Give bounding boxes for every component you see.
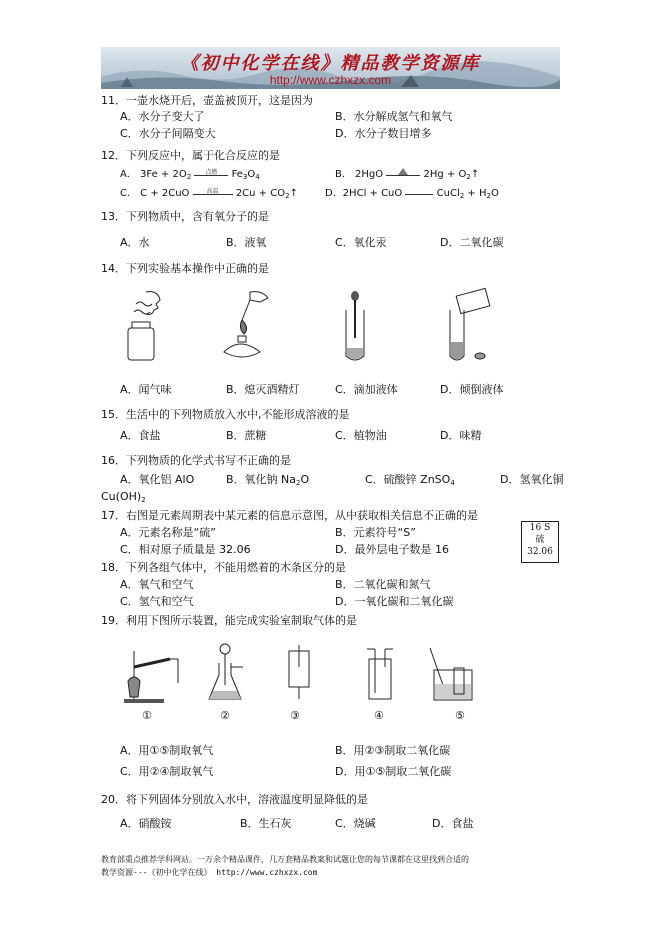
q13-option-a: A．水 <box>120 236 150 249</box>
apparatus-label-1: ① <box>142 709 152 722</box>
q14-option-c: C．滴加液体 <box>335 383 398 396</box>
q19-option-a: A．用①⑤制取氧气 <box>120 744 214 757</box>
q18-option-a: A．氧气和空气 <box>120 578 194 591</box>
q20-stem: 20．将下列固体分别放入水中，溶液温度明显降低的是 <box>101 793 368 806</box>
element-mass: 32.06 <box>527 547 553 557</box>
q15-option-d: D．味精 <box>440 429 482 442</box>
q13-stem: 13．下列物质中，含有氧分子的是 <box>101 210 269 223</box>
q12-option-c: C． C + 2CuO 高温 $2Cu + CO_2↑$ <box>120 188 298 200</box>
alcohol-lamp-illustration <box>220 290 275 362</box>
element-name: 硫 <box>535 535 545 545</box>
q12-option-d: D．2HCl + CuO CuCl$_2$ + $H_2O$ <box>325 188 499 200</box>
q18-option-c: C．氢气和空气 <box>120 595 194 608</box>
dropper-illustration <box>340 290 370 365</box>
water-trough-apparatus-5 <box>428 648 478 704</box>
element-number-symbol: 16 S <box>529 523 551 533</box>
q16-option-c: C．硫酸锌 ZnSO$_4$ <box>365 473 455 487</box>
q13-option-c: C．氧化汞 <box>335 236 387 249</box>
header-banner <box>101 47 560 89</box>
q17-option-a: A．元素名称是“硫” <box>120 526 216 539</box>
footer-line-1: 教育部重点推荐学科网站。一万余个精品课件，几万套精品教案和试题让您的每节课都在这里找到合适的 <box>101 855 469 864</box>
q16-option-d-formula: $Cu(OH)_2$ <box>101 490 146 504</box>
q14-option-b: B．熄灭酒精灯 <box>226 383 300 396</box>
q12-option-b: B． 2HgO $2Hg + O_2↑$ <box>335 169 480 181</box>
reaction-condition-arrow: 点燃 <box>194 169 228 179</box>
q17-option-c: C．相对原子质量是 32.06 <box>120 543 251 556</box>
q11-option-d: D．水分子数目增多 <box>335 127 432 140</box>
apparatus-label-2: ② <box>220 709 230 722</box>
q13-option-b: B．液氧 <box>226 236 267 249</box>
apparatus-label-3: ③ <box>290 709 300 722</box>
q17-stem: 17．右图是元素周期表中某元素的信息示意图，从中获取相关信息不正确的是 <box>101 509 478 522</box>
q14-option-d: D．倾倒液体 <box>440 383 504 396</box>
q20-option-a: A．硝酸铵 <box>120 817 172 830</box>
q20-option-d: D．食盐 <box>432 817 474 830</box>
high-temp-condition-arrow: 高温 <box>193 188 233 198</box>
q11-option-b: B．水分解成氢气和氧气 <box>335 110 453 123</box>
q19-option-b: B．用②③制取二氧化碳 <box>335 744 451 757</box>
q17-option-b: B．元素符号“S” <box>335 526 416 539</box>
q16-option-a: A．氧化铝 AlO <box>120 473 195 486</box>
q17-option-d: D．最外层电子数是 16 <box>335 543 449 556</box>
heating-apparatus-1 <box>120 643 180 705</box>
q14-option-a: A．闻气味 <box>120 383 172 396</box>
footer-line-2[interactable]: 教学资源---《初中化学在线》 http://www.czhxzx.com <box>101 868 318 877</box>
banner-url[interactable]: http://www.czhxzx.com <box>269 73 392 87</box>
q15-option-b: B．蔗糖 <box>226 429 267 442</box>
q15-option-a: A．食盐 <box>120 429 161 442</box>
smelling-gas-illustration <box>118 290 163 362</box>
gas-collection-bottle-4 <box>365 645 395 705</box>
pouring-liquid-illustration <box>448 290 498 365</box>
apparatus-label-4: ④ <box>374 709 384 722</box>
equation-arrow <box>405 188 433 198</box>
q12-stem: 12．下列反应中，属于化合反应的是 <box>101 149 280 162</box>
q13-option-d: D．二氧化碳 <box>440 236 504 249</box>
q14-stem: 14．下列实验基本操作中正确的是 <box>101 262 269 275</box>
q12-option-a: A． $3Fe + 2O_2$ 点燃 $Fe_3O_4$ <box>120 169 260 181</box>
q16-option-d: D．氢氧化铜 <box>500 473 564 486</box>
q19-option-c: C．用②④制取氧气 <box>120 765 214 778</box>
q18-option-b: B．二氧化碳和氮气 <box>335 578 431 591</box>
banner-title: 《初中化学在线》精品教学资源库 <box>180 53 481 74</box>
periodic-element-card <box>521 521 559 563</box>
q18-option-d: D．一氧化碳和二氧化碳 <box>335 595 454 608</box>
gas-collection-bottle-3 <box>285 645 313 705</box>
q16-stem: 16．下列物质的化学式书写不正确的是 <box>101 454 291 467</box>
page-footer <box>101 853 561 879</box>
apparatus-label-5: ⑤ <box>455 709 465 722</box>
q18-stem: 18．下列各组气体中，不能用燃着的木条区分的是 <box>101 561 346 574</box>
q11-option-a: A．水分子变大了 <box>120 110 205 123</box>
q15-option-c: C．植物油 <box>335 429 387 442</box>
q19-stem: 19．利用下图所示装置，能完成实验室制取气体的是 <box>101 614 357 627</box>
triangle-heat-icon <box>398 168 408 175</box>
q11-option-c: C．水分子间隔变大 <box>120 127 216 140</box>
q11-stem: 11．一壶水烧开后，壶盖被顶开，这是因为 <box>101 94 313 107</box>
q20-option-c: C．烧碱 <box>335 817 376 830</box>
q19-option-d: D．用①⑤制取二氧化碳 <box>335 765 452 778</box>
heat-condition-arrow <box>386 169 420 179</box>
q16-option-b: B．氧化钠 $Na_2O$ <box>226 473 310 487</box>
flask-apparatus-2 <box>205 643 245 705</box>
q15-stem: 15．生活中的下列物质放入水中,不能形成溶液的是 <box>101 408 350 421</box>
q20-option-b: B．生石灰 <box>240 817 292 830</box>
